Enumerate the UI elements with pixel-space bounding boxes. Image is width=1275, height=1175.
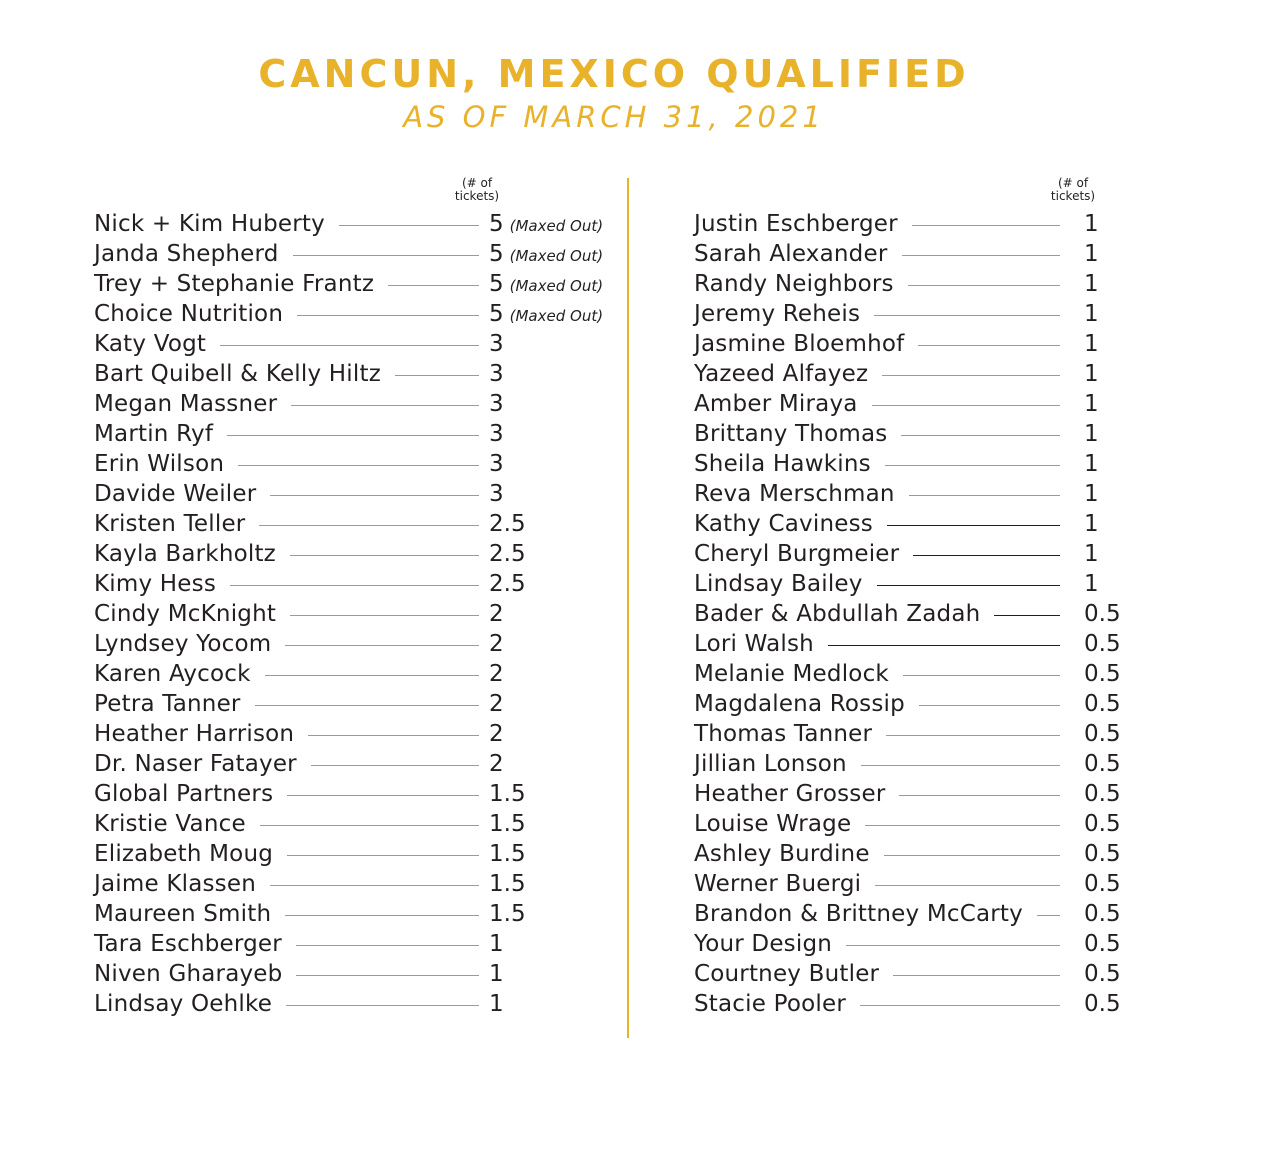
list-item bbox=[694, 719, 1124, 749]
ticket-value: 5 bbox=[489, 211, 504, 237]
participant-name: Lyndsey Yocom bbox=[94, 631, 272, 657]
list-item bbox=[94, 839, 614, 869]
leader-line bbox=[286, 1005, 479, 1006]
participant-name: Amber Miraya bbox=[694, 391, 858, 417]
ticket-count bbox=[1084, 271, 1124, 297]
participant-name: Louise Wrage bbox=[694, 811, 852, 837]
leader-line bbox=[908, 285, 1060, 286]
leader-line bbox=[872, 405, 1060, 406]
ticket-count bbox=[489, 391, 614, 417]
list-item bbox=[94, 539, 614, 569]
ticket-value: 0.5 bbox=[1084, 901, 1121, 927]
list-item bbox=[694, 839, 1124, 869]
list-item bbox=[694, 899, 1124, 929]
list-item bbox=[694, 629, 1124, 659]
ticket-value: 2.5 bbox=[489, 571, 526, 597]
ticket-value: 2 bbox=[489, 691, 504, 717]
list-item bbox=[694, 869, 1124, 899]
leader-line bbox=[287, 795, 479, 796]
ticket-count bbox=[489, 991, 614, 1017]
ticket-count bbox=[489, 601, 614, 627]
ticket-value: 2.5 bbox=[489, 541, 526, 567]
list-item bbox=[694, 239, 1124, 269]
participant-name: Trey + Stephanie Frantz bbox=[94, 271, 375, 297]
leader-line bbox=[291, 405, 479, 406]
leader-line bbox=[887, 525, 1060, 526]
leader-line bbox=[909, 495, 1060, 496]
ticket-value: 1 bbox=[1084, 361, 1099, 387]
right-tickets-header-line1: (# of bbox=[1057, 176, 1089, 190]
ticket-value: 2 bbox=[489, 751, 504, 777]
ticket-value: 0.5 bbox=[1084, 811, 1121, 837]
ticket-value: 1 bbox=[1084, 271, 1099, 297]
participant-name: Melanie Medlock bbox=[694, 661, 889, 687]
ticket-count bbox=[489, 811, 614, 837]
participant-name: Elizabeth Moug bbox=[94, 841, 274, 867]
participant-name: Erin Wilson bbox=[94, 451, 225, 477]
ticket-count bbox=[1084, 511, 1124, 537]
leader-line bbox=[270, 885, 479, 886]
participant-name: Katy Vogt bbox=[94, 331, 207, 357]
page-subtitle: AS OF MARCH 31, 2021 bbox=[403, 100, 825, 134]
participant-name: Cindy McKnight bbox=[94, 601, 277, 627]
ticket-value: 1.5 bbox=[489, 811, 526, 837]
participant-name: Brittany Thomas bbox=[694, 421, 888, 447]
ticket-value: 1.5 bbox=[489, 841, 526, 867]
leader-line bbox=[287, 855, 479, 856]
ticket-count bbox=[1084, 241, 1124, 267]
ticket-count bbox=[489, 631, 614, 657]
list-item bbox=[694, 479, 1124, 509]
ticket-value: 1.5 bbox=[489, 901, 526, 927]
list-item bbox=[94, 269, 614, 299]
column-divider bbox=[627, 178, 629, 1038]
ticket-value: 1 bbox=[1084, 391, 1099, 417]
ticket-value: 1 bbox=[1084, 301, 1099, 327]
list-item bbox=[94, 359, 614, 389]
list-item bbox=[694, 299, 1124, 329]
list-item bbox=[94, 719, 614, 749]
ticket-count bbox=[1084, 391, 1124, 417]
ticket-value: 0.5 bbox=[1084, 841, 1121, 867]
participant-name: Karen Aycock bbox=[94, 661, 251, 687]
list-item bbox=[94, 899, 614, 929]
participant-name: Courtney Butler bbox=[694, 961, 880, 987]
list-item bbox=[94, 929, 614, 959]
leader-line bbox=[874, 315, 1060, 316]
ticket-value: 1 bbox=[489, 961, 504, 987]
list-item bbox=[94, 659, 614, 689]
ticket-count bbox=[489, 331, 614, 357]
ticket-count bbox=[1084, 571, 1124, 597]
ticket-value: 3 bbox=[489, 481, 504, 507]
ticket-count bbox=[1084, 661, 1124, 687]
participant-name: Dr. Naser Fatayer bbox=[94, 751, 297, 777]
list-item bbox=[94, 599, 614, 629]
list-item bbox=[694, 599, 1124, 629]
ticket-value: 1 bbox=[1084, 481, 1099, 507]
ticket-count bbox=[1084, 211, 1124, 237]
leader-line bbox=[220, 345, 479, 346]
participant-name: Reva Merschman bbox=[694, 481, 895, 507]
participant-name: Sheila Hawkins bbox=[694, 451, 871, 477]
ticket-count bbox=[1084, 361, 1124, 387]
ticket-count bbox=[489, 421, 614, 447]
ticket-count bbox=[489, 241, 614, 267]
list-item bbox=[94, 959, 614, 989]
ticket-value: 0.5 bbox=[1084, 631, 1121, 657]
ticket-count bbox=[1084, 811, 1124, 837]
ticket-count bbox=[1084, 751, 1124, 777]
ticket-value: 3 bbox=[489, 391, 504, 417]
ticket-value: 5 bbox=[489, 301, 504, 327]
list-item bbox=[94, 479, 614, 509]
list-item bbox=[94, 629, 614, 659]
participant-name: Niven Gharayeb bbox=[94, 961, 283, 987]
participant-name: Jaime Klassen bbox=[94, 871, 256, 897]
ticket-count bbox=[489, 571, 614, 597]
leader-line bbox=[260, 825, 479, 826]
participant-name: Your Design bbox=[694, 931, 833, 957]
list-item bbox=[694, 929, 1124, 959]
ticket-count bbox=[489, 721, 614, 747]
participant-name: Jeremy Reheis bbox=[694, 301, 861, 327]
participant-name: Heather Harrison bbox=[94, 721, 295, 747]
ticket-count bbox=[1084, 421, 1124, 447]
maxed-out-note: (Maxed Out) bbox=[509, 307, 604, 325]
ticket-value: 0.5 bbox=[1084, 931, 1121, 957]
leader-line bbox=[882, 375, 1060, 376]
ticket-value: 1 bbox=[1084, 511, 1099, 537]
list-item bbox=[94, 299, 614, 329]
ticket-count bbox=[489, 451, 614, 477]
participant-name: Justin Eschberger bbox=[694, 211, 898, 237]
participant-name: Cheryl Burgmeier bbox=[694, 541, 900, 567]
leader-line bbox=[865, 825, 1060, 826]
left-qualified-list bbox=[94, 209, 614, 1019]
participant-name: Jillian Lonson bbox=[694, 751, 847, 777]
list-item bbox=[694, 749, 1124, 779]
leader-line bbox=[311, 765, 479, 766]
list-item bbox=[694, 569, 1124, 599]
participant-name: Tara Eschberger bbox=[94, 931, 282, 957]
leader-line bbox=[296, 975, 479, 976]
list-item bbox=[94, 749, 614, 779]
left-tickets-column-header bbox=[442, 177, 512, 203]
list-item bbox=[694, 989, 1124, 1019]
leader-line bbox=[297, 315, 479, 316]
ticket-value: 0.5 bbox=[1084, 871, 1121, 897]
ticket-value: 1 bbox=[1084, 541, 1099, 567]
ticket-count bbox=[489, 361, 614, 387]
ticket-count bbox=[1084, 451, 1124, 477]
list-item bbox=[694, 389, 1124, 419]
leader-line bbox=[255, 705, 479, 706]
leader-line bbox=[899, 795, 1060, 796]
ticket-value: 1 bbox=[1084, 421, 1099, 447]
ticket-value: 1.5 bbox=[489, 781, 526, 807]
participant-name: Thomas Tanner bbox=[694, 721, 873, 747]
ticket-count bbox=[1084, 631, 1124, 657]
maxed-out-note: (Maxed Out) bbox=[509, 247, 604, 265]
participant-name: Bart Quibell & Kelly Hiltz bbox=[94, 361, 381, 387]
list-item bbox=[94, 779, 614, 809]
list-item bbox=[94, 449, 614, 479]
ticket-value: 0.5 bbox=[1084, 781, 1121, 807]
list-item bbox=[94, 509, 614, 539]
ticket-count bbox=[1084, 781, 1124, 807]
participant-name: Jasmine Bloemhof bbox=[694, 331, 905, 357]
ticket-count bbox=[1084, 601, 1124, 627]
list-item bbox=[694, 269, 1124, 299]
ticket-value: 1.5 bbox=[489, 871, 526, 897]
ticket-value: 1 bbox=[489, 991, 504, 1017]
list-item bbox=[694, 509, 1124, 539]
leader-line bbox=[884, 855, 1060, 856]
ticket-value: 0.5 bbox=[1084, 961, 1121, 987]
ticket-value: 2.5 bbox=[489, 511, 526, 537]
leader-line bbox=[885, 465, 1060, 466]
participant-name: Magdalena Rossip bbox=[694, 691, 905, 717]
participant-name: Stacie Pooler bbox=[694, 991, 846, 1017]
list-item bbox=[694, 209, 1124, 239]
list-item bbox=[94, 209, 614, 239]
ticket-value: 2 bbox=[489, 601, 504, 627]
ticket-count bbox=[1084, 841, 1124, 867]
participant-name: Kayla Barkholtz bbox=[94, 541, 276, 567]
ticket-count bbox=[1084, 331, 1124, 357]
maxed-out-note: (Maxed Out) bbox=[509, 277, 604, 295]
participant-name: Lori Walsh bbox=[694, 631, 814, 657]
list-item bbox=[694, 419, 1124, 449]
ticket-count bbox=[1084, 481, 1124, 507]
ticket-value: 3 bbox=[489, 421, 504, 447]
ticket-value: 0.5 bbox=[1084, 721, 1121, 747]
leader-line bbox=[395, 375, 479, 376]
leader-line bbox=[919, 705, 1060, 706]
leader-line bbox=[296, 945, 479, 946]
ticket-count bbox=[489, 661, 614, 687]
leader-line bbox=[860, 1005, 1060, 1006]
participant-name: Randy Neighbors bbox=[694, 271, 894, 297]
leader-line bbox=[886, 735, 1060, 736]
leader-line bbox=[238, 465, 479, 466]
ticket-count bbox=[489, 751, 614, 777]
ticket-value: 0.5 bbox=[1084, 751, 1121, 777]
ticket-value: 3 bbox=[489, 361, 504, 387]
participant-name: Global Partners bbox=[94, 781, 274, 807]
leader-line bbox=[285, 915, 479, 916]
ticket-count bbox=[1084, 301, 1124, 327]
leader-line bbox=[290, 555, 479, 556]
right-qualified-list bbox=[694, 209, 1124, 1019]
list-item bbox=[94, 329, 614, 359]
list-item bbox=[94, 239, 614, 269]
participant-name: Davide Weiler bbox=[94, 481, 257, 507]
list-item bbox=[694, 449, 1124, 479]
ticket-count bbox=[1084, 931, 1124, 957]
ticket-count bbox=[489, 901, 614, 927]
leader-line bbox=[230, 585, 479, 586]
participant-name: Petra Tanner bbox=[94, 691, 241, 717]
page-title: CANCUN, MEXICO QUALIFIED bbox=[258, 52, 970, 96]
list-item bbox=[694, 959, 1124, 989]
right-tickets-column-header bbox=[1038, 177, 1108, 203]
left-tickets-header-line1: (# of bbox=[461, 176, 493, 190]
leader-line bbox=[285, 645, 479, 646]
ticket-value: 2 bbox=[489, 661, 504, 687]
list-item bbox=[94, 569, 614, 599]
leader-line bbox=[875, 885, 1060, 886]
leader-line bbox=[1037, 915, 1060, 916]
ticket-count bbox=[489, 211, 614, 237]
leader-line bbox=[901, 435, 1060, 436]
ticket-count bbox=[1084, 991, 1124, 1017]
leader-line bbox=[861, 765, 1060, 766]
ticket-count bbox=[489, 541, 614, 567]
ticket-count bbox=[1084, 961, 1124, 987]
list-item bbox=[94, 689, 614, 719]
leader-line bbox=[308, 735, 479, 736]
leader-line bbox=[339, 225, 479, 226]
ticket-count bbox=[1084, 871, 1124, 897]
participant-name: Nick + Kim Huberty bbox=[94, 211, 325, 237]
ticket-count bbox=[489, 271, 614, 297]
ticket-value: 1 bbox=[1084, 241, 1099, 267]
ticket-value: 3 bbox=[489, 331, 504, 357]
leader-line bbox=[877, 585, 1060, 586]
ticket-count bbox=[1084, 721, 1124, 747]
leader-line bbox=[388, 285, 479, 286]
participant-name: Maureen Smith bbox=[94, 901, 272, 927]
ticket-count bbox=[489, 691, 614, 717]
ticket-count bbox=[489, 871, 614, 897]
list-item bbox=[94, 419, 614, 449]
participant-name: Werner Buergi bbox=[694, 871, 862, 897]
participant-name: Choice Nutrition bbox=[94, 301, 284, 327]
list-item bbox=[694, 329, 1124, 359]
leader-line bbox=[270, 495, 479, 496]
participant-name: Kathy Caviness bbox=[694, 511, 873, 537]
ticket-value: 1 bbox=[1084, 211, 1099, 237]
left-tickets-header-line2: tickets) bbox=[454, 189, 500, 203]
leader-line bbox=[903, 675, 1060, 676]
leader-line bbox=[893, 975, 1060, 976]
leader-line bbox=[828, 645, 1060, 646]
ticket-count bbox=[489, 961, 614, 987]
ticket-value: 0.5 bbox=[1084, 991, 1121, 1017]
ticket-value: 0.5 bbox=[1084, 601, 1121, 627]
ticket-value: 2 bbox=[489, 631, 504, 657]
leader-line bbox=[846, 945, 1060, 946]
ticket-count bbox=[489, 781, 614, 807]
participant-name: Megan Massner bbox=[94, 391, 278, 417]
list-item bbox=[94, 389, 614, 419]
leader-line bbox=[265, 675, 479, 676]
participant-name: Sarah Alexander bbox=[694, 241, 888, 267]
leader-line bbox=[902, 255, 1061, 256]
leader-line bbox=[918, 345, 1060, 346]
participant-name: Janda Shepherd bbox=[94, 241, 279, 267]
list-item bbox=[694, 779, 1124, 809]
ticket-value: 2 bbox=[489, 721, 504, 747]
leader-line bbox=[913, 555, 1060, 556]
list-item bbox=[694, 689, 1124, 719]
leader-line bbox=[994, 615, 1060, 616]
leader-line bbox=[912, 225, 1060, 226]
ticket-count bbox=[1084, 901, 1124, 927]
list-item bbox=[694, 359, 1124, 389]
ticket-count bbox=[489, 301, 614, 327]
ticket-value: 1 bbox=[1084, 571, 1099, 597]
ticket-value: 1 bbox=[489, 931, 504, 957]
right-tickets-header-line2: tickets) bbox=[1050, 189, 1096, 203]
ticket-value: 5 bbox=[489, 241, 504, 267]
list-item bbox=[94, 989, 614, 1019]
ticket-count bbox=[489, 511, 614, 537]
leader-line bbox=[227, 435, 479, 436]
ticket-value: 0.5 bbox=[1084, 691, 1121, 717]
list-item bbox=[94, 809, 614, 839]
participant-name: Kristie Vance bbox=[94, 811, 246, 837]
ticket-value: 1 bbox=[1084, 451, 1099, 477]
participant-name: Ashley Burdine bbox=[694, 841, 870, 867]
maxed-out-note: (Maxed Out) bbox=[509, 217, 604, 235]
list-item bbox=[694, 539, 1124, 569]
ticket-value: 5 bbox=[489, 271, 504, 297]
participant-name: Heather Grosser bbox=[694, 781, 886, 807]
ticket-value: 3 bbox=[489, 451, 504, 477]
participant-name: Brandon & Brittney McCarty bbox=[694, 901, 1023, 927]
participant-name: Martin Ryf bbox=[94, 421, 214, 447]
list-item bbox=[694, 809, 1124, 839]
ticket-value: 0.5 bbox=[1084, 661, 1121, 687]
participant-name: Bader & Abdullah Zadah bbox=[694, 601, 981, 627]
leader-line bbox=[290, 615, 479, 616]
list-item bbox=[694, 659, 1124, 689]
participant-name: Yazeed Alfayez bbox=[694, 361, 869, 387]
participant-name: Kristen Teller bbox=[94, 511, 246, 537]
participant-name: Lindsay Oehlke bbox=[94, 991, 273, 1017]
participant-name: Kimy Hess bbox=[94, 571, 217, 597]
ticket-count bbox=[489, 481, 614, 507]
leader-line bbox=[259, 525, 479, 526]
ticket-count bbox=[1084, 541, 1124, 567]
ticket-value: 1 bbox=[1084, 331, 1099, 357]
leader-line bbox=[293, 255, 479, 256]
list-item bbox=[94, 869, 614, 899]
participant-name: Lindsay Bailey bbox=[694, 571, 863, 597]
ticket-count bbox=[1084, 691, 1124, 717]
ticket-count bbox=[489, 841, 614, 867]
ticket-count bbox=[489, 931, 614, 957]
